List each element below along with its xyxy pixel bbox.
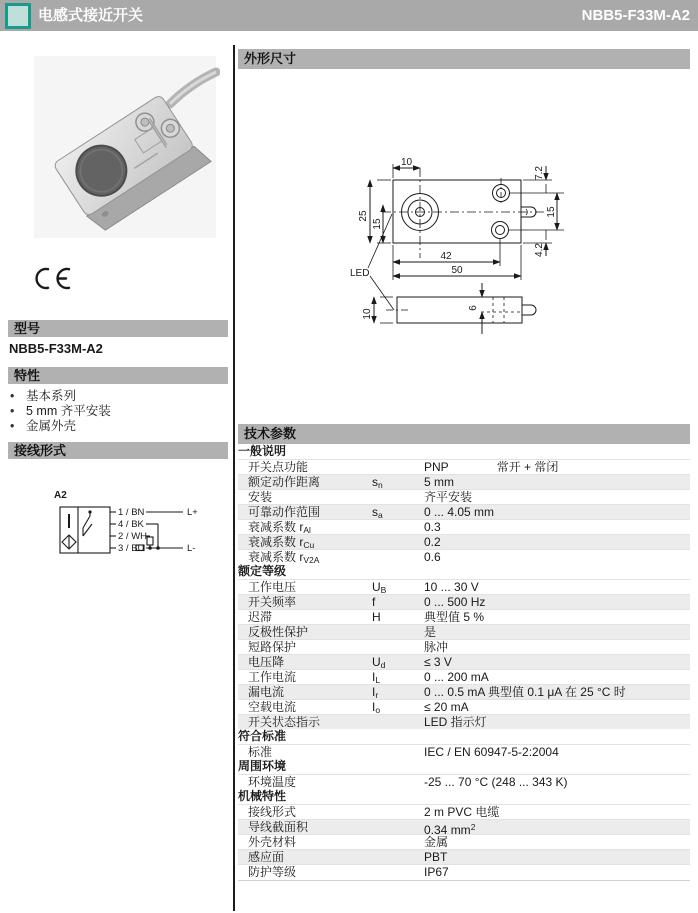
tech-row: 衰减系数 $r_{V2A}$ 0.6 — [238, 549, 690, 564]
tech-row: 可靠动作范围 $s_a$ 0 ... 4.05 mm — [238, 504, 690, 519]
tech-row: 防护等级 IP67 — [238, 864, 690, 879]
dim-right-bottom: 4.2 — [534, 243, 545, 257]
tech-parameters-table — [238, 444, 690, 879]
brand-logo-icon — [5, 3, 31, 29]
column-divider — [233, 45, 235, 911]
tech-row: 工作电压 $U_B$ 10 ... 30 V — [238, 579, 690, 594]
dim-left-outer: 25 — [358, 210, 369, 222]
tech-row: 开关状态指示 LED 指示灯 — [238, 714, 690, 729]
tech-row: 短路保护 脉冲 — [238, 639, 690, 654]
model-number: NBB5-F33M-A2 — [9, 341, 103, 356]
section-heading-model: 型号 — [8, 320, 228, 337]
tech-row: 额定动作距离 $s_n$ 5 mm — [238, 474, 690, 489]
dim-right-top: 7.2 — [534, 166, 545, 180]
wiring-diagram — [28, 482, 223, 577]
section-heading-tech: 技术参数 — [238, 424, 690, 444]
tech-group-title: 周围环境 — [238, 759, 287, 773]
ce-mark-icon — [33, 266, 73, 292]
section-heading-dimensions: 外形尺寸 — [238, 49, 690, 69]
tech-row: 安装 齐平安装 — [238, 489, 690, 504]
section-heading-wiring: 接线形式 — [8, 442, 228, 459]
terminal-plus: L+ — [187, 507, 198, 518]
feature-item: • 基本系列 — [10, 389, 77, 403]
tech-row: 电压降 $U_d$ ≤ 3 V — [238, 654, 690, 669]
wire-label-bu: 3 / BU — [118, 543, 145, 554]
bullet-icon: • — [10, 404, 15, 418]
wire-label-bk: 4 / BK — [118, 519, 144, 530]
dim-right-mid: 15 — [546, 206, 557, 218]
tech-row: 开关频率 f 0 ... 500 Hz — [238, 594, 690, 609]
tech-row: 工作电流 $I_L$ 0 ... 200 mA — [238, 669, 690, 684]
tech-row: 空载电流 $I_o$ ≤ 20 mA — [238, 699, 690, 714]
header-bar — [0, 0, 698, 31]
tech-group-title: 机械特性 — [238, 789, 287, 803]
led-label: LED — [350, 268, 370, 279]
tech-group-title: 符合标准 — [238, 729, 287, 743]
tech-row: 接线形式 2 m PVC 电缆 — [238, 804, 690, 819]
section-heading-features: 特性 — [8, 367, 228, 384]
wire-label-bn: 1 / BN — [118, 507, 145, 518]
feature-item: • 金属外壳 — [10, 419, 77, 433]
tech-row: 外壳材料 金属 — [238, 834, 690, 849]
bullet-icon: • — [10, 419, 15, 433]
dim-side-cable: 6 — [468, 305, 479, 311]
tech-row: 衰减系数 $r_{Cu}$ 0.2 — [238, 534, 690, 549]
dim-left-inner: 15 — [372, 218, 383, 230]
dim-total: 50 — [451, 265, 463, 276]
wire-label-wh: 2 / WH — [118, 531, 148, 542]
tech-group-title: 额定等级 — [238, 564, 287, 578]
tech-row: 迟滞 H 典型值 5 % — [238, 609, 690, 624]
tech-row: 标准 IEC / EN 60947-5-2:2004 — [238, 744, 690, 759]
dim-side-height: 10 — [362, 308, 373, 320]
dimension-drawing — [330, 148, 680, 348]
product-photo — [28, 52, 220, 242]
table-end-line — [238, 880, 690, 881]
tech-row: 导线截面积 0.34 $mm^2$ — [238, 819, 690, 834]
tech-row: 反极性保护 是 — [238, 624, 690, 639]
terminal-minus: L- — [187, 543, 196, 554]
tech-row: 感应面 PBT — [238, 849, 690, 864]
page-title: 电感式接近开关 — [38, 7, 144, 24]
tech-group-title: 一般说明 — [238, 444, 287, 458]
dim-top: 10 — [401, 157, 413, 168]
tech-row: 环境温度 -25 ... 70 °C (248 ... 343 K) — [238, 774, 690, 789]
dim-hole-span: 42 — [440, 251, 452, 262]
tech-row: 衰减系数 $r_{Al}$ 0.3 — [238, 519, 690, 534]
tech-row: 开关点功能 PNP 常开 + 常闭 — [238, 459, 690, 474]
feature-item: • 5 mm 齐平安装 — [10, 404, 111, 418]
tech-row: 漏电流 $I_r$ 0 ... 0.5 mA 典型值 0.1 μA 在 25 °C 时 — [238, 684, 690, 699]
header-model-number: NBB5-F33M-A2 — [581, 7, 690, 24]
bullet-icon: • — [10, 389, 15, 403]
features-list — [10, 389, 111, 434]
wiring-variant-label: A2 — [54, 490, 67, 501]
